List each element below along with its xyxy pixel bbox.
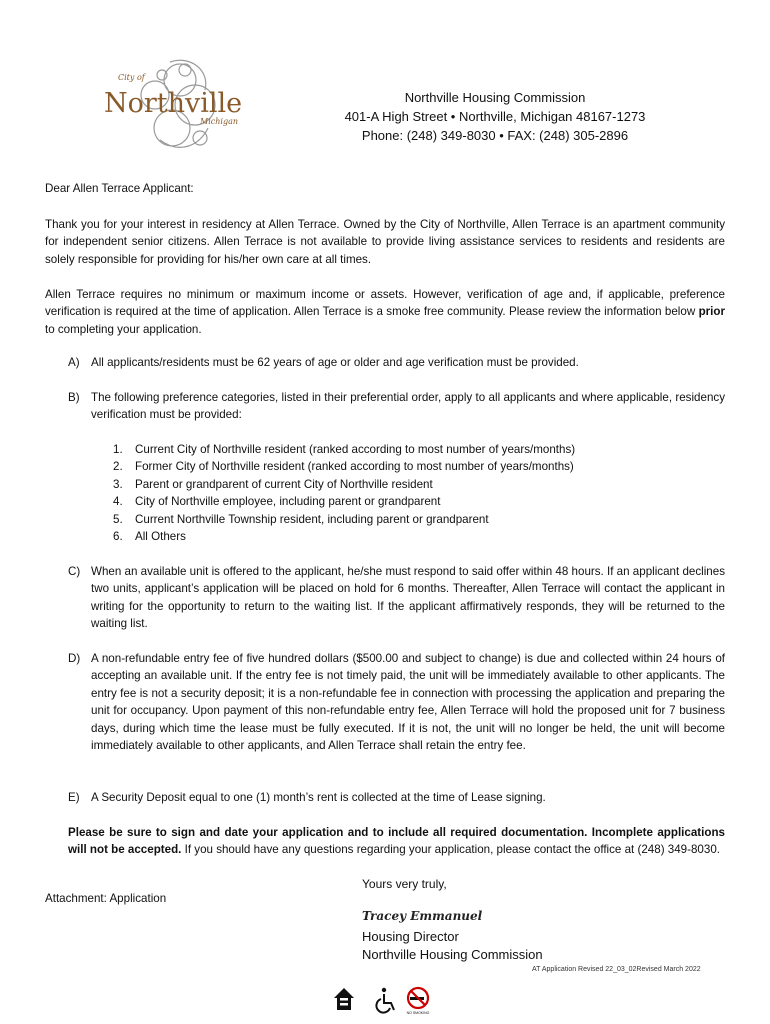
signer-title: Housing Director (362, 929, 459, 944)
requirements-text-end: to completing your application. (45, 322, 202, 336)
equal-housing-icon (334, 988, 354, 1010)
preference-number: 1. (113, 443, 123, 456)
list-item-text: A Security Deposit equal to one (1) month’s rent is collected at the time of Lease signing. (91, 791, 546, 804)
closing-text: If you should have any questions regarding your application, please contact the office at (248) 349-8030. (181, 843, 720, 857)
preference-text: Former City of Northville resident (ranked according to most number of years/months) (135, 460, 574, 473)
list-item-label: E) (68, 791, 80, 804)
preference-number: 4. (113, 495, 123, 508)
signer-org: Northville Housing Commission (362, 947, 543, 962)
logo-state: Michigan (200, 117, 238, 126)
list-item (68, 389, 725, 424)
preference-item (113, 528, 186, 545)
requirements-emphasis: prior (698, 305, 725, 319)
salutation: Dear Allen Terrace Applicant: (45, 182, 194, 195)
preference-text: Current Northville Township resident, including parent or grandparent (135, 513, 489, 526)
preference-number: 6. (113, 530, 123, 543)
list-item-label: B) (68, 391, 80, 404)
signature: Tracey Emmanuel (362, 909, 483, 923)
list-item-text: When an available unit is offered to the applicant, he/she must respond to said offer within 48 hours. If an applicant declines two units, applicant’s application will be placed on hold for 6 months. Thereafter, Allen Terrace will contact the applicant in writing for the opportunity to return to the waiting list. If the applicant affirmatively responds, they will be returned to the waiting list. (91, 565, 725, 631)
list-item (68, 563, 725, 633)
list-item-label: A) (68, 356, 80, 369)
list-item (68, 650, 725, 754)
letterhead-address: 401-A High Street • Northville, Michigan 48167-1273 (344, 109, 646, 124)
preference-item (113, 511, 489, 528)
revision-note: AT Application Revised 22_03_02Revised March 2022 (532, 966, 701, 973)
letterhead-org: Northville Housing Commission (404, 90, 586, 105)
closing-paragraph (68, 824, 725, 859)
list-item-label: D) (68, 652, 81, 665)
preference-text: Parent or grandparent of current City of Northville resident (135, 478, 433, 491)
wheelchair-icon (376, 988, 394, 1013)
footer-icons (330, 984, 440, 1016)
preference-item (113, 441, 575, 458)
requirements-paragraph (45, 286, 725, 338)
logo-name: Northville (104, 88, 242, 119)
preference-number: 2. (113, 460, 123, 473)
no-smoking-icon (407, 988, 430, 1015)
preference-item (113, 493, 440, 510)
letterhead (320, 88, 670, 145)
preference-text: Current City of Northville resident (ranked according to most number of years/months) (135, 443, 576, 456)
logo-city-of: City of (118, 73, 145, 82)
list-item-text: All applicants/residents must be 62 years of age or older and age verification must be provided. (91, 356, 579, 369)
letterhead-phone: Phone: (248) 349-8030 • FAX: (248) 305-2896 (361, 128, 629, 143)
closing-emphasis: Please be sure to sign and date your application and to include all required documentation. Incomplete applications will not be accepted. (68, 826, 725, 857)
preference-number: 3. (113, 478, 123, 491)
list-item-text: The following preference categories, listed in their preferential order, apply to all applicants and where applicable, residency verification must be provided: (91, 391, 725, 422)
preference-text: City of Northville employee, including parent or grandparent (135, 495, 441, 508)
northville-logo (100, 50, 242, 158)
preference-item (113, 458, 574, 475)
preference-text: All Others (135, 530, 186, 543)
list-item (68, 789, 725, 806)
list-item (68, 354, 725, 371)
preference-number: 5. (113, 513, 123, 526)
list-item-text: A non-refundable entry fee of five hundred dollars ($500.00 and subject to change) is due and collected within 24 hours of accepting an available unit. If the entry fee is not timely paid, the unit will be immediately available to other applicants. The entry fee is not a security deposit; it is a non-refundable fee in connection with processing the application and preparing the unit for occupancy. Upon payment of this non-refundable entry fee, Allen Terrace will hold the proposed unit for 7 business days, during which time the lease must be fully executed. If it is not, the unit will no longer be held, the unit will become immediately available to other applicants, and Allen Terrace shall retain the entry fee. (91, 652, 725, 753)
preference-item (113, 476, 433, 493)
attachment-note: Attachment: Application (45, 892, 167, 905)
requirements-text: Allen Terrace requires no minimum or maximum income or assets. However, verification of age and, if applicable, preference verification is required at the time of application. Allen Terrace is a smoke free community. Please review the information below (45, 288, 725, 319)
yours-truly: Yours very truly, (362, 877, 447, 891)
intro-paragraph: Thank you for your interest in residency at Allen Terrace. Owned by the City of Northville, Allen Terrace is an apartment community for independent senior citizens. Allen Terrace is not available to provide living assistance services to residents and residents are solely responsible for providing for his/her own care at all times. (45, 218, 725, 266)
no-smoking-caption: NO SMOKING (406, 1011, 430, 1015)
list-item-label: C) (68, 565, 81, 578)
